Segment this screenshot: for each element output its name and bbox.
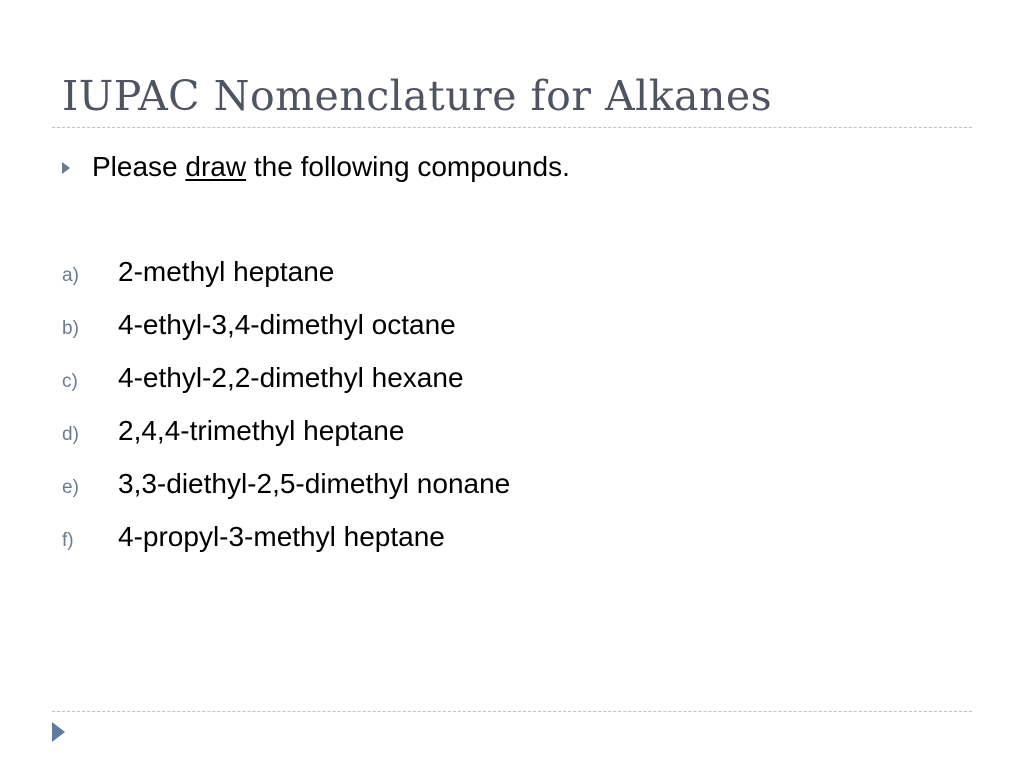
compound-name: 3,3-diethyl-2,5-dimethyl nonane <box>118 468 511 499</box>
footer-divider <box>52 711 972 712</box>
list-item <box>62 309 510 362</box>
list-item <box>62 362 510 415</box>
list-item <box>62 415 510 468</box>
compound-name: 4-propyl-3-methyl heptane <box>118 521 445 552</box>
list-marker: b) <box>62 318 79 339</box>
list-marker: a) <box>62 265 79 286</box>
instruction-bullet <box>62 151 570 183</box>
list-marker: d) <box>62 424 79 445</box>
list-item <box>62 468 510 521</box>
instruction-text <box>92 151 570 183</box>
triangle-right-icon <box>62 162 70 174</box>
compound-name: 4-ethyl-2,2-dimethyl hexane <box>118 362 464 393</box>
play-arrow-icon[interactable] <box>52 722 65 742</box>
instruction-prefix: Please <box>92 151 186 182</box>
compound-name: 2-methyl heptane <box>118 256 335 287</box>
list-item <box>62 521 510 574</box>
list-marker: c) <box>62 371 78 392</box>
list-item <box>62 256 510 309</box>
title-divider <box>52 127 972 128</box>
compound-name: 2,4,4-trimethyl heptane <box>118 415 405 446</box>
slide-title: IUPAC Nomenclature for Alkanes <box>62 72 773 120</box>
list-marker: e) <box>62 477 79 498</box>
list-marker: f) <box>62 530 74 551</box>
compound-name: 4-ethyl-3,4-dimethyl octane <box>118 309 456 340</box>
instruction-emphasis: draw <box>185 151 247 182</box>
compound-list <box>62 256 510 574</box>
instruction-suffix: the following compounds. <box>246 151 570 182</box>
